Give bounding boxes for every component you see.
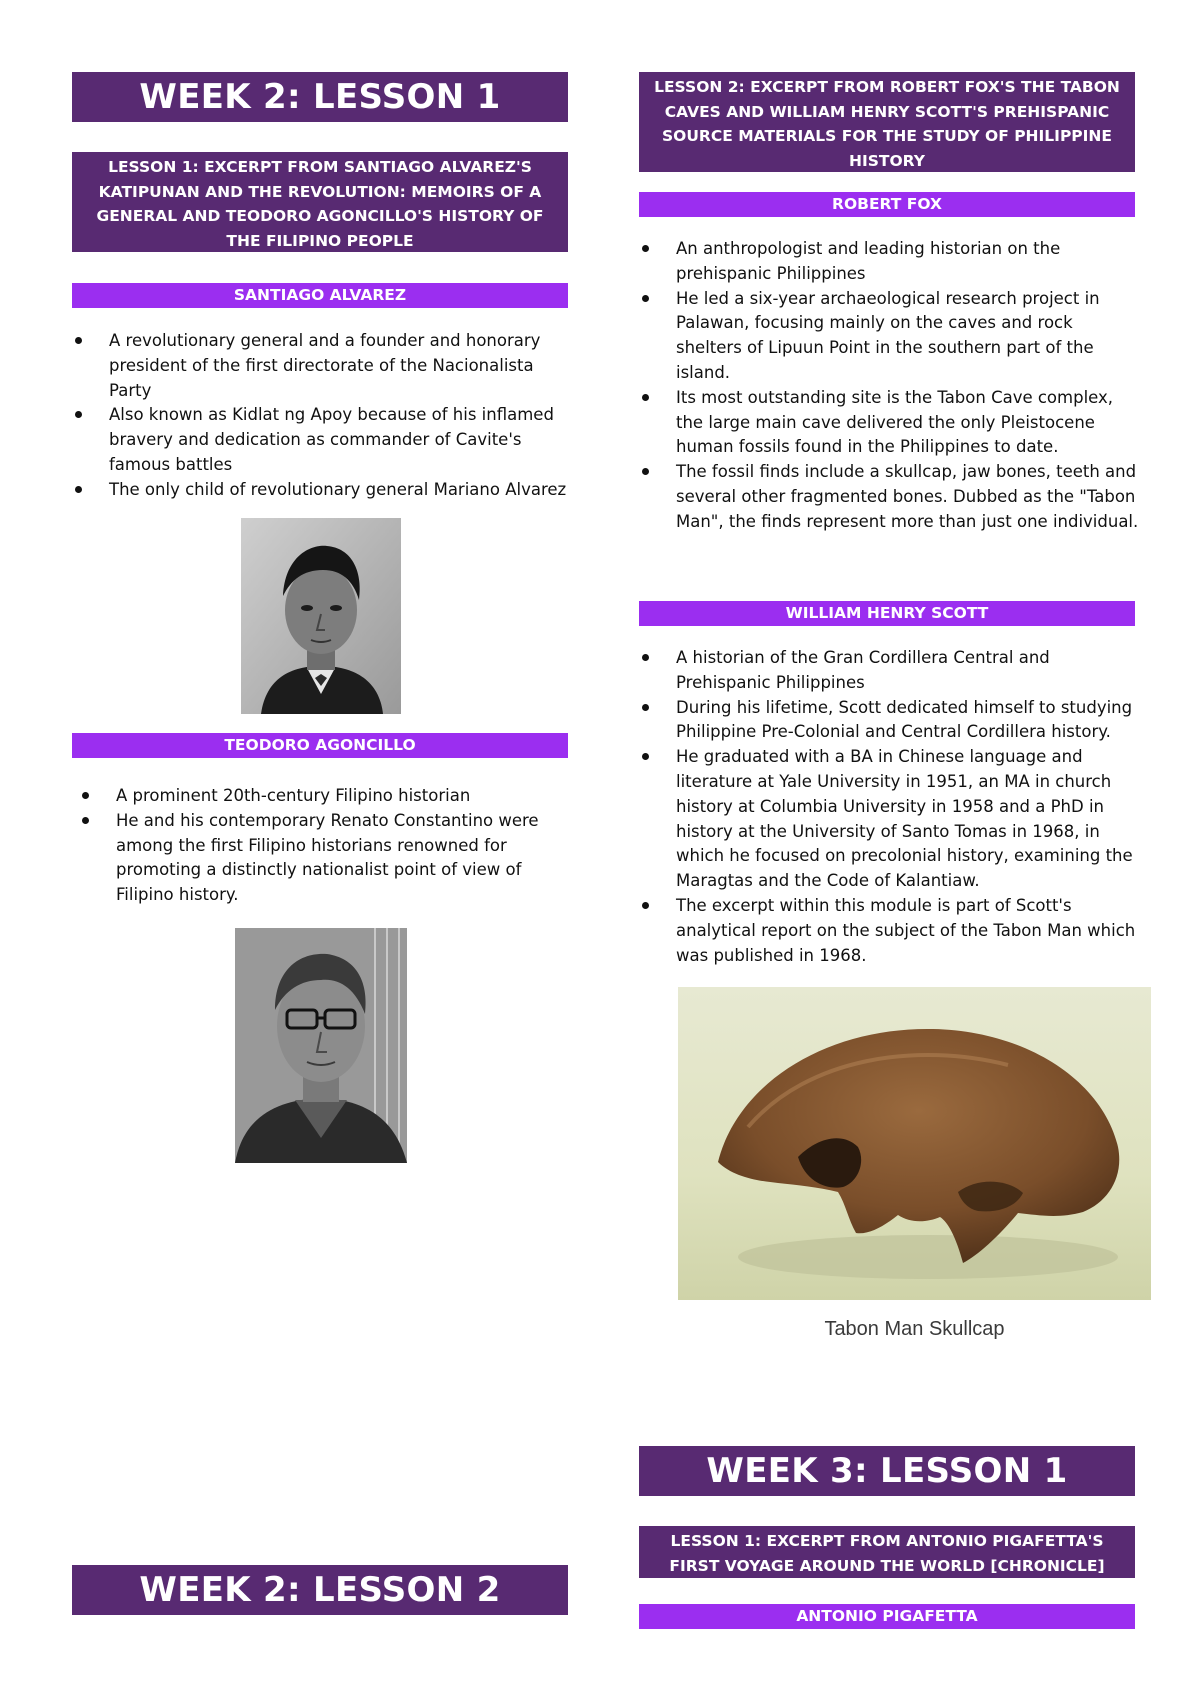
agoncillo-portrait — [235, 928, 407, 1163]
list-item: Also known as Kidlat ng Apoy because of his inflamed bravery and dedication as commander of Cavite's famous battles — [72, 403, 572, 477]
agoncillo-name-bar: TEODORO AGONCILLO — [72, 733, 568, 758]
lesson1-heading: LESSON 1: EXCERPT FROM SANTIAGO ALVAREZ'S KATIPUNAN AND THE REVOLUTION: MEMOIRS OF A GENERAL AND TEODORO AGONCILLO'S HISTORY OF THE FILIPINO PEOPLE — [72, 152, 568, 252]
alvarez-name-bar: SANTIAGO ALVAREZ — [72, 283, 568, 308]
fox-name-bar: ROBERT FOX — [639, 192, 1135, 217]
scott-bullet-list — [639, 646, 1139, 968]
list-item: Its most outstanding site is the Tabon Cave complex, the large main cave delivered the only Pleistocene human fossils found in the Philippines to date. — [639, 386, 1139, 460]
list-item: During his lifetime, Scott dedicated himself to studying Philippine Pre-Colonial and Central Cordillera history. — [639, 696, 1139, 746]
list-item: A prominent 20th-century Filipino historian — [79, 784, 559, 809]
week2-lesson2-title: WEEK 2: LESSON 2 — [72, 1565, 568, 1615]
alvarez-portrait — [241, 518, 401, 714]
list-item: He graduated with a BA in Chinese language and literature at Yale University in 1951, an MA in church history at Columbia University in 1958 and a PhD in history at the University of Santo Tomas in 1968, in which he focused on precolonial history, examining the Maragtas and the Code of Kalantiaw. — [639, 745, 1139, 894]
list-item: He led a six-year archaeological research project in Palawan, focusing mainly on the caves and rock shelters of Lipuun Point in the southern part of the island. — [639, 287, 1139, 386]
list-item: An anthropologist and leading historian on the prehispanic Philippines — [639, 237, 1139, 287]
alvarez-bullet-list — [72, 329, 572, 503]
list-item: A historian of the Gran Cordillera Central and Prehispanic Philippines — [639, 646, 1139, 696]
week3-lesson1-title: WEEK 3: LESSON 1 — [639, 1446, 1135, 1496]
list-item: A revolutionary general and a founder and honorary president of the first directorate of the Nacionalista Party — [72, 329, 572, 403]
list-item: The excerpt within this module is part of Scott's analytical report on the subject of the Tabon Man which was published in 1968. — [639, 894, 1139, 968]
fox-bullet-list — [639, 237, 1139, 535]
week3-lesson1-heading: LESSON 1: EXCERPT FROM ANTONIO PIGAFETTA'S FIRST VOYAGE AROUND THE WORLD [CHRONICLE] — [639, 1526, 1135, 1578]
pigafetta-name-bar: ANTONIO PIGAFETTA — [639, 1604, 1135, 1629]
tabon-skullcap-photo — [678, 987, 1151, 1300]
week2-lesson1-title: WEEK 2: LESSON 1 — [72, 72, 568, 122]
agoncillo-bullet-list — [79, 784, 559, 908]
lesson2-heading: LESSON 2: EXCERPT FROM ROBERT FOX'S THE TABON CAVES AND WILLIAM HENRY SCOTT'S PREHISPANIC SOURCE MATERIALS FOR THE STUDY OF PHILIPPINE HISTORY — [639, 72, 1135, 172]
scott-name-bar: WILLIAM HENRY SCOTT — [639, 601, 1135, 626]
list-item: He and his contemporary Renato Constantino were among the first Filipino historians renowned for promoting a distinctly nationalist point of view of Filipino history. — [79, 809, 559, 908]
list-item: The fossil finds include a skullcap, jaw bones, teeth and several other fragmented bones. Dubbed as the "Tabon Man", the finds represent more than just one individual. — [639, 460, 1139, 534]
list-item: The only child of revolutionary general Mariano Alvarez — [72, 478, 572, 503]
skullcap-caption: Tabon Man Skullcap — [824, 1318, 1005, 1340]
